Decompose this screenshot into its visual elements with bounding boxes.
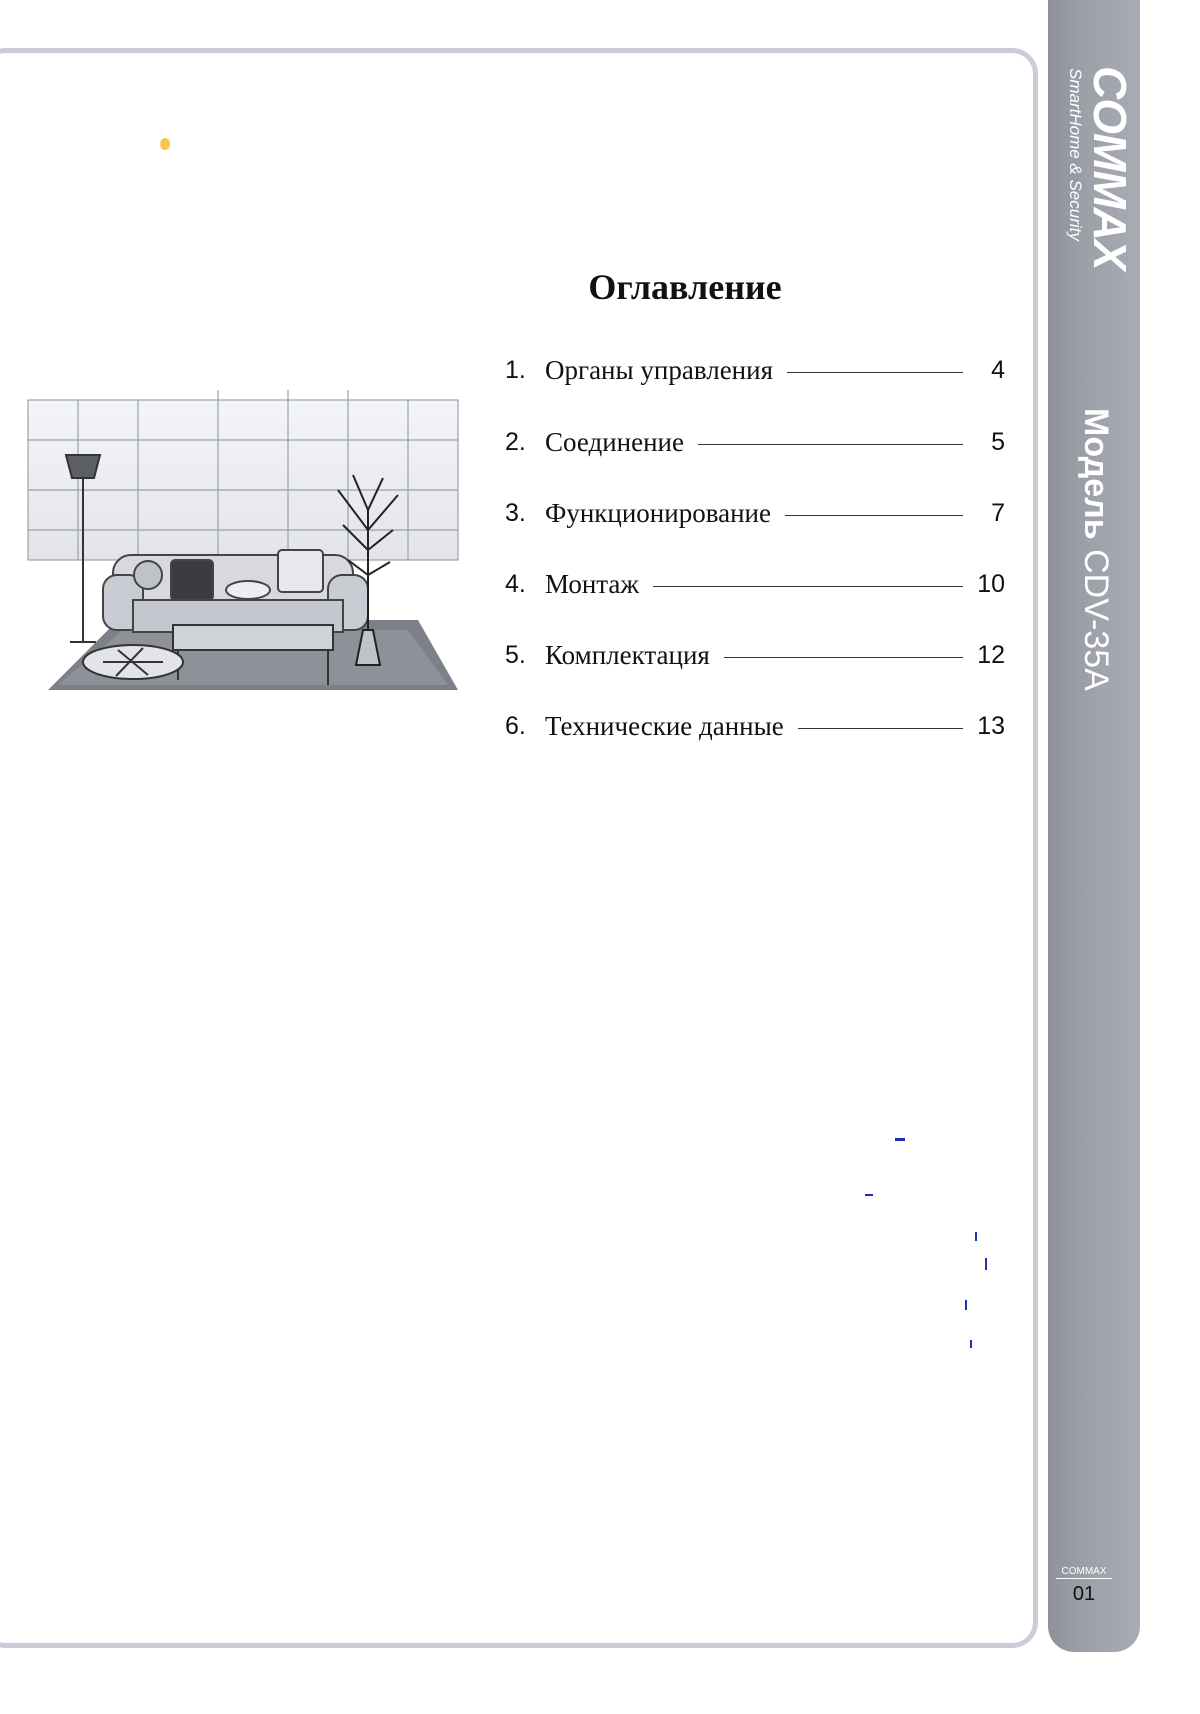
toc-item-page: 5 <box>991 427 1005 456</box>
toc-item-page: 7 <box>991 498 1005 527</box>
toc-item-page: 4 <box>991 355 1005 384</box>
toc-title: Оглавление <box>588 267 782 307</box>
toc-item-number: 4. <box>505 569 526 598</box>
toc-item-title: Функционирование <box>545 497 771 528</box>
toc-item[interactable] <box>505 706 1005 746</box>
model-title <box>1078 408 1114 691</box>
toc-leader-line <box>787 372 963 373</box>
toc-item-number: 5. <box>505 640 526 669</box>
scan-speck <box>895 1138 905 1141</box>
toc-item-title: Монтаж <box>545 568 640 599</box>
toc-item-number: 2. <box>505 427 526 456</box>
toc-leader-line <box>653 586 963 587</box>
page-number-box <box>1056 1566 1112 1608</box>
toc-leader-line <box>698 444 963 445</box>
brand-logo: COMMAX <box>1084 66 1136 270</box>
sofa <box>103 550 368 632</box>
floor-cushion <box>83 645 183 679</box>
scan-speck <box>970 1340 972 1348</box>
footer-brand: COMMAX <box>1056 1566 1112 1579</box>
toc-item-page: 10 <box>977 569 1005 598</box>
toc-item-page: 12 <box>977 640 1005 669</box>
scan-speck <box>985 1258 987 1270</box>
toc-item-title: Технические данные <box>545 710 784 741</box>
toc-item[interactable] <box>505 422 1005 462</box>
model-label: Модель <box>1077 408 1115 540</box>
toc-item[interactable] <box>505 564 1005 604</box>
toc-item-title: Соединение <box>545 426 684 457</box>
toc-item-page: 13 <box>977 711 1005 740</box>
toc-leader-line <box>785 515 963 516</box>
page-frame <box>0 48 1038 1648</box>
scan-speck <box>865 1194 873 1196</box>
toc-item-title: Органы управления <box>545 354 773 385</box>
toc-item-number: 3. <box>505 498 526 527</box>
model-number: CDV-35A <box>1077 549 1115 691</box>
toc-leader-line <box>798 728 963 729</box>
toc-item-number: 6. <box>505 711 526 740</box>
page-number: 01 <box>1072 1583 1096 1605</box>
toc-item[interactable] <box>505 350 1005 390</box>
toc-item[interactable] <box>505 493 1005 533</box>
toc-item-title: Комплектация <box>545 639 710 670</box>
scan-speck <box>965 1300 967 1310</box>
living-room-illustration <box>8 380 478 710</box>
brand-tagline: SmartHome & Security <box>1066 68 1085 241</box>
toc-leader-line <box>724 657 963 658</box>
toc-item[interactable] <box>505 635 1005 675</box>
yellow-speck <box>160 138 170 150</box>
scan-speck <box>975 1232 977 1241</box>
toc-item-number: 1. <box>505 355 526 384</box>
